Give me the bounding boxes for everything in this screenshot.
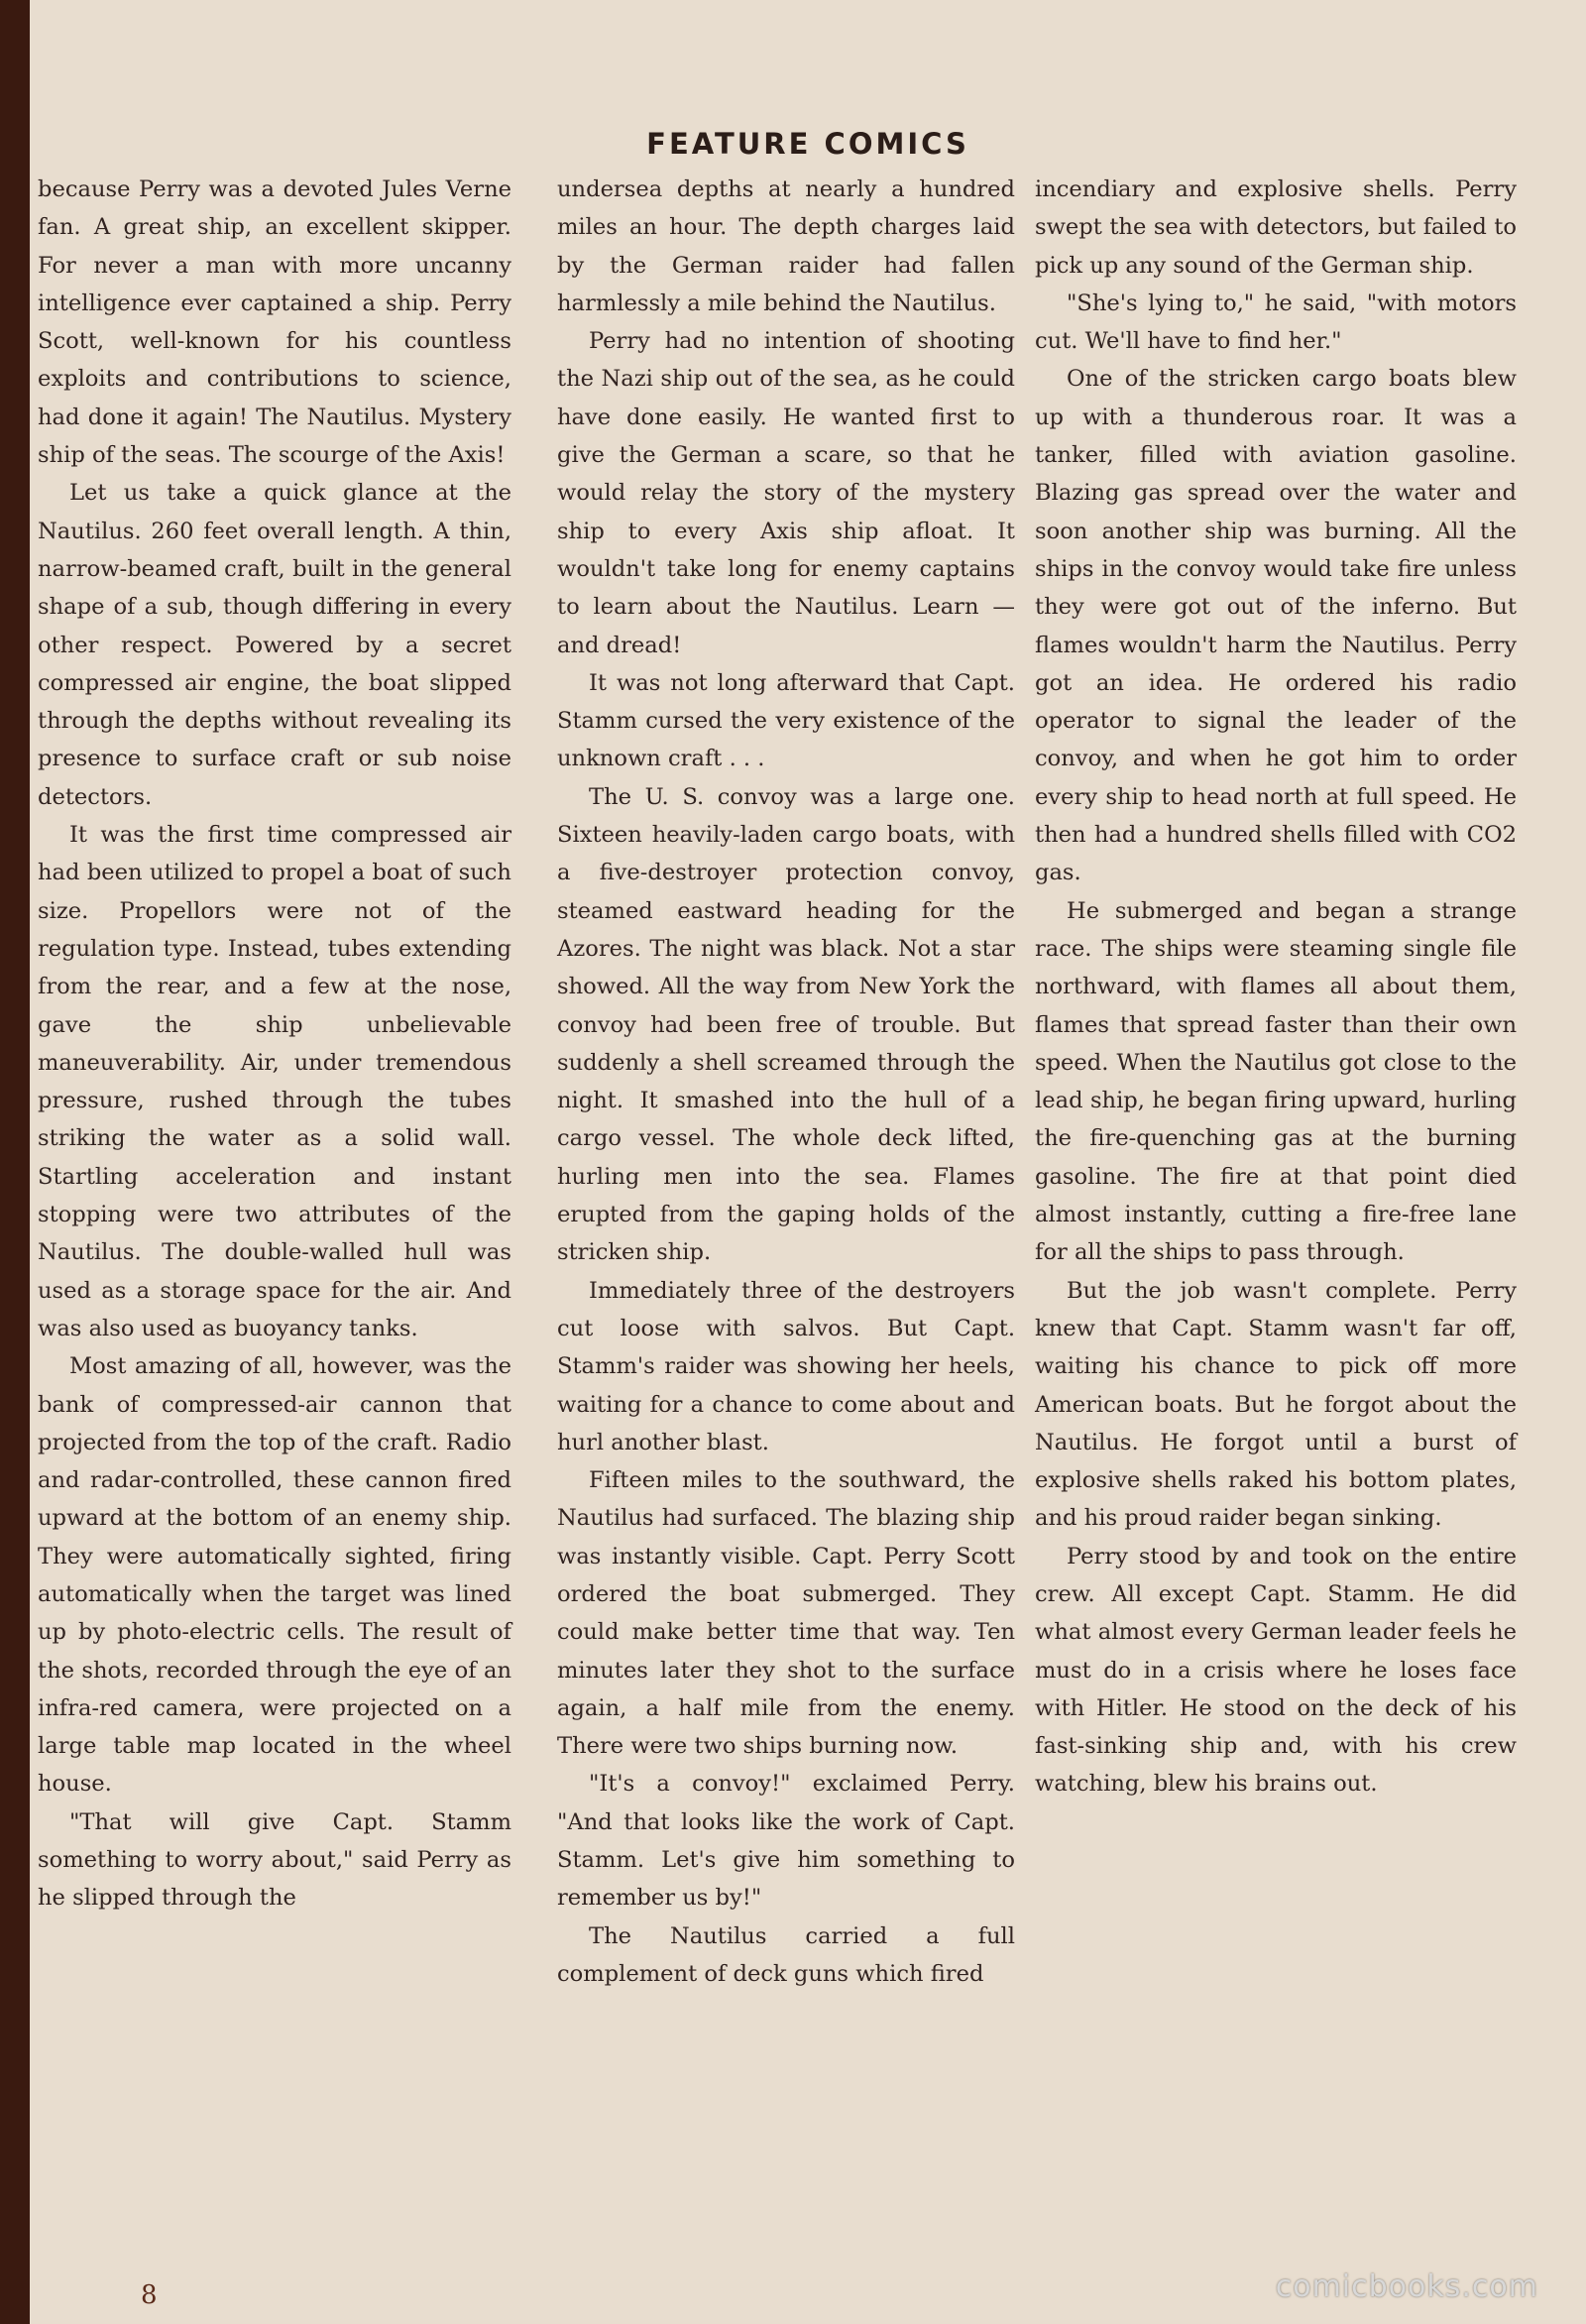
watermark: comicbooks.com	[1275, 2269, 1538, 2304]
paragraph: undersea depths at nearly a hundred miles an hour. The depth charges laid by the German raider had fallen harmlessly a mile behind the Nautilus.	[557, 176, 1015, 316]
paragraph: Most amazing of all, however, was the bank of compressed-air cannon that projected from the top of the craft. Radio and radar-controlled, these cannon fired upward at the bottom of an enemy ship. They were automatically sighted, firing automatically when the target was lined up by photo-electric cells. The result of the shots, recorded through the eye of an infra-red camera, were projected on a large table map located in the wheel house.	[38, 1353, 511, 1798]
paragraph: Immediately three of the destroyers cut loose with salvos. But Capt. Stamm's raider was showing her heels, waiting for a chance to come about and hurl another blast.	[557, 1277, 1015, 1455]
paragraph: One of the stricken cargo boats blew up with a thunderous roar. It was a tanker, filled with aviation gasoline. Blazing gas spread over the water and soon another ship was burning. All the ships in the convoy would take fire unless they were got out of the inferno. But flames wouldn't harm the Nautilus. Perry got an idea. He ordered his radio operator to signal the leader of the convoy, and when he got him to order every ship to head north at full speed. He then had a hundred shells filled with CO2 gas.	[1035, 366, 1517, 886]
text-column-2	[557, 171, 1015, 1993]
paragraph: The Nautilus carried a full complement of deck guns which fired	[557, 1922, 1015, 1987]
text-column-1	[38, 171, 511, 1917]
paragraph: Fifteen miles to the southward, the Nautilus had surfaced. The blazing ship was instantly visible. Capt. Perry Scott ordered the boat submerged. They could make better time that way. Ten minutes later they shot to the surface again, a half mile from the enemy. There were two ships burning now.	[557, 1467, 1015, 1760]
paragraph: "She's lying to," he said, "with motors cut. We'll have to find her."	[1035, 290, 1517, 355]
comic-text-page	[30, 0, 1586, 2324]
paragraph: "It's a convoy!" exclaimed Perry. "And that looks like the work of Capt. Stamm. Let's give him something to remember us by!"	[557, 1771, 1015, 1912]
text-column-3	[1035, 171, 1517, 1803]
paragraph: It was not long afterward that Capt. Stamm cursed the very existence of the unknown craft . . .	[557, 669, 1015, 772]
paragraph: Perry stood by and took on the entire crew. All except Capt. Stamm. He did what almost every German leader feels he must do in a crisis where he loses face with Hitler. He stood on the deck of his fast-sinking ship and, with his crew watching, blew his brains out.	[1035, 1543, 1517, 1798]
paragraph: It was the first time compressed air had been utilized to propel a boat of such size. Propellors were not of the regulation type. Instead, tubes extending from the rear, and a few at the nose, gave the ship unbelievable maneuverability. Air, under tremendous pressure, rushed through the tubes striking the water as a solid wall. Startling acceleration and instant stopping were two attributes of the Nautilus. The double-walled hull was used as a storage space for the air. And was also used as buoyancy tanks.	[38, 822, 511, 1341]
paragraph: The U. S. convoy was a large one. Sixteen heavily-laden cargo boats, with a five-destroyer protection convoy, steamed eastward heading for the Azores. The night was black. Not a star showed. All the way from New York the convoy had been free of trouble. But suddenly a shell screamed through the night. It smashed into the hull of a cargo vessel. The whole deck lifted, hurling men into the sea. Flames erupted from the gaping holds of the stricken ship.	[557, 783, 1015, 1266]
paragraph: incendiary and explosive shells. Perry swept the sea with detectors, but failed to pick up any sound of the German ship.	[1035, 176, 1517, 279]
page-mark: 8	[141, 2280, 158, 2310]
page-header: FEATURE COMICS	[646, 127, 969, 161]
paragraph: Perry had no intention of shooting the Nazi ship out of the sea, as he could have done easily. He wanted first to give the German a scare, so that he would relay the story of the mystery ship to every Axis ship afloat. It wouldn't take long for enemy captains to learn about the Nautilus. Learn —and dread!	[557, 328, 1015, 658]
paragraph: But the job wasn't complete. Perry knew that Capt. Stamm wasn't far off, waiting his chance to pick off more American boats. But he forgot about the Nautilus. He forgot until a burst of explosive shells raked his bottom plates, and his proud raider began sinking.	[1035, 1277, 1517, 1532]
paragraph: He submerged and began a strange race. The ships were steaming single file northward, with flames all about them, flames that spread faster than their own speed. When the Nautilus got close to the lead ship, he began firing upward, hurling the fire-quenching gas at the burning gasoline. The fire at that point died almost instantly, cutting a fire-free lane for all the ships to pass through.	[1035, 897, 1517, 1266]
spine-edge	[0, 0, 30, 2324]
paragraph: because Perry was a devoted Jules Verne fan. A great ship, an excellent skipper. For never a man with more uncanny intelligence ever captained a ship. Perry Scott, well-known for his countless exploits and contributions to science, had done it again! The Nautilus. Mystery ship of the seas. The scourge of the Axis!	[38, 176, 511, 469]
paragraph: Let us take a quick glance at the Nautilus. 260 feet overall length. A thin, narrow-beamed craft, built in the general shape of a sub, though differing in every other respect. Powered by a secret compressed air engine, the boat slipped through the depths without revealing its presence to surface craft or sub noise detectors.	[38, 480, 511, 810]
paragraph: "That will give Capt. Stamm something to worry about," said Perry as he slipped through the	[38, 1808, 511, 1912]
